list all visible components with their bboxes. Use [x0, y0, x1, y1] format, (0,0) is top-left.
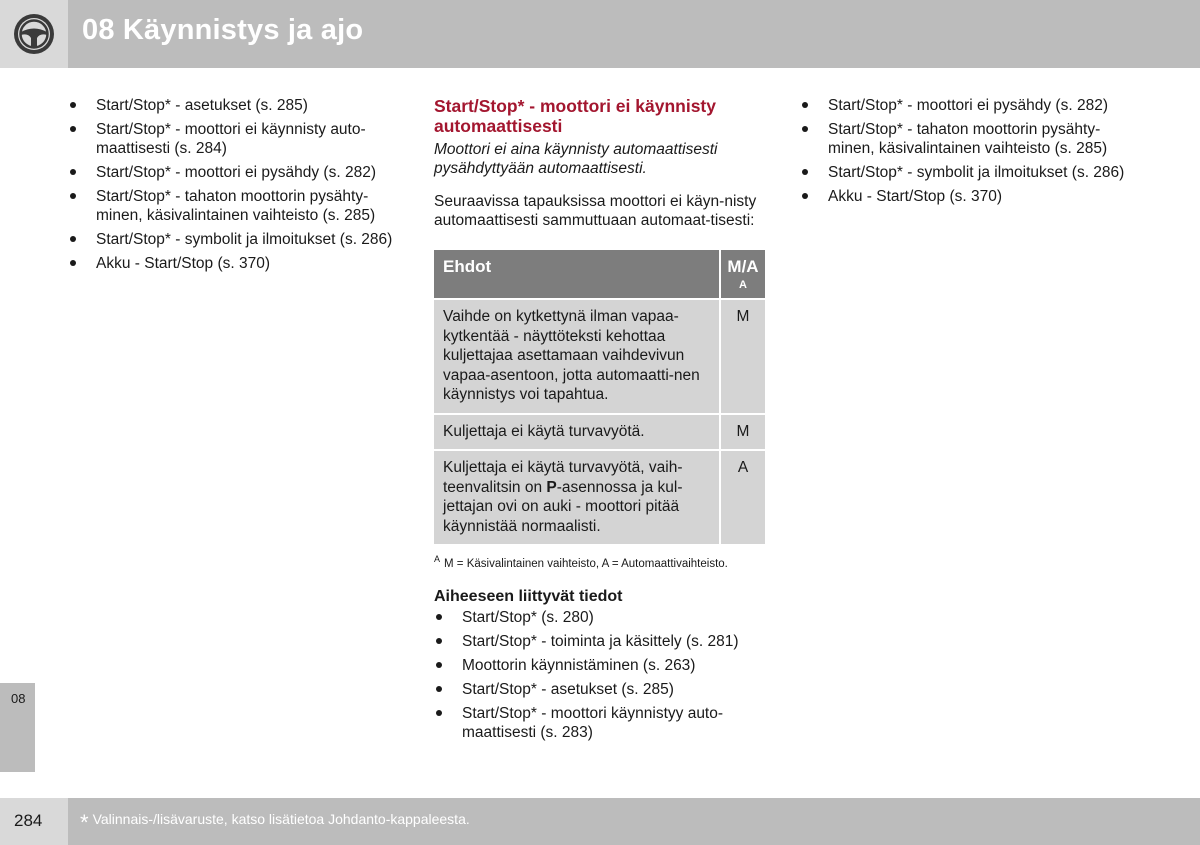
footer-note-text: Valinnais-/lisävaruste, katso lisätietoa Johdanto-kappaleesta.: [92, 811, 470, 827]
table-cell-condition: [434, 451, 719, 544]
section-subtitle: Moottori ei aina käynnisty automaattisesti pysähdyttyään automaattisesti.: [434, 141, 718, 177]
chapter-side-tab: [0, 683, 35, 772]
page-header: [0, 0, 1200, 68]
table-cell-condition: Vaihde on kytkettynä ilman vapaa-kytkentää - näyttöteksti kehottaa kuljettajaa asettamaan vaihdevivun vapaa-asentoon, jotta automaatti-nen käynnistys voi tapahtua.: [434, 300, 719, 413]
condition-text: Kuljettaja ei käytä turvavyötä, vaih-teenvalitsin on: [443, 459, 683, 496]
condition-text: -asennossa ja kul-jettajan ovi on auki - moottori pitää käynnistää normaalisti.: [443, 478, 683, 535]
left-column: [68, 96, 398, 278]
related-link-list: [434, 608, 766, 742]
list-item[interactable]: Start/Stop* - moottori ei pysähdy (s. 282): [800, 96, 1140, 115]
list-item[interactable]: Moottorin käynnistäminen (s. 263): [434, 656, 766, 675]
list-item[interactable]: Start/Stop* - asetukset (s. 285): [434, 680, 766, 699]
table-cell-value: M: [721, 300, 765, 413]
page-number: 284: [14, 811, 43, 830]
list-item[interactable]: Start/Stop* - tahaton moottorin pysähty-minen, käsivalintainen vaihteisto (s. 285): [800, 120, 1140, 158]
table-footnote: [434, 554, 766, 570]
list-item[interactable]: Start/Stop* - moottori ei käynnisty auto-maattisesti (s. 284): [68, 120, 398, 158]
footer-note: [80, 810, 470, 836]
conditions-table: [432, 248, 767, 546]
list-item[interactable]: Start/Stop* - symbolit ja ilmoitukset (s. 286): [68, 230, 398, 249]
footnote-mark: A: [434, 554, 441, 564]
left-link-list: [68, 96, 398, 273]
list-item[interactable]: Akku - Start/Stop (s. 370): [800, 187, 1140, 206]
list-item[interactable]: Start/Stop* - moottori käynnistyy auto-maattisesti (s. 283): [434, 704, 766, 742]
footer-star: *: [80, 810, 89, 835]
related-info-title: Aiheeseen liittyvät tiedot: [434, 587, 623, 605]
right-link-list: [800, 96, 1140, 206]
table-cell-value: A: [721, 451, 765, 544]
list-item[interactable]: Start/Stop* - toiminta ja käsittely (s. 281): [434, 632, 766, 651]
table-row: [434, 300, 765, 413]
section-title: Start/Stop* - moottori ei käynnisty automaattisesti: [434, 96, 716, 136]
table-cell-value: M: [721, 415, 765, 450]
footnote-text: M = Käsivalintainen vaihteisto, A = Automaattivaihteisto.: [444, 557, 728, 570]
chapter-icon-box: [0, 0, 68, 68]
table-row: [434, 451, 765, 544]
right-column: [800, 96, 1140, 211]
list-item[interactable]: Akku - Start/Stop (s. 370): [68, 254, 398, 273]
table-row: [434, 415, 765, 450]
section-intro: Seuraavissa tapauksissa moottori ei käyn-nisty automaattisesti sammuttuaan automaat-tisesti:: [434, 193, 757, 229]
list-item[interactable]: Start/Stop* - moottori ei pysähdy (s. 282): [68, 163, 398, 182]
list-item[interactable]: Start/Stop* - symbolit ja ilmoitukset (s. 286): [800, 163, 1140, 182]
list-item[interactable]: Start/Stop* (s. 280): [434, 608, 766, 627]
column-header-condition: Ehdot: [434, 250, 719, 298]
steering-wheel-icon: [12, 12, 56, 56]
column-header-ma-label: M/A: [727, 257, 759, 276]
table-cell-condition: Kuljettaja ei käytä turvavyötä.: [434, 415, 719, 450]
chapter-title: 08 Käynnistys ja ajo: [82, 14, 364, 46]
condition-bold-gear: P: [546, 478, 557, 496]
column-header-ma-footnote-mark: A: [739, 279, 747, 291]
middle-column: [434, 96, 766, 747]
page-footer: [0, 798, 1200, 845]
chapter-tab-label: 08: [11, 691, 26, 706]
table-header-row: [434, 250, 765, 298]
list-item[interactable]: Start/Stop* - tahaton moottorin pysähty-minen, käsivalintainen vaihteisto (s. 285): [68, 187, 398, 225]
column-header-ma: [721, 250, 765, 298]
page-number-box: [0, 798, 68, 845]
list-item[interactable]: Start/Stop* - asetukset (s. 285): [68, 96, 398, 115]
